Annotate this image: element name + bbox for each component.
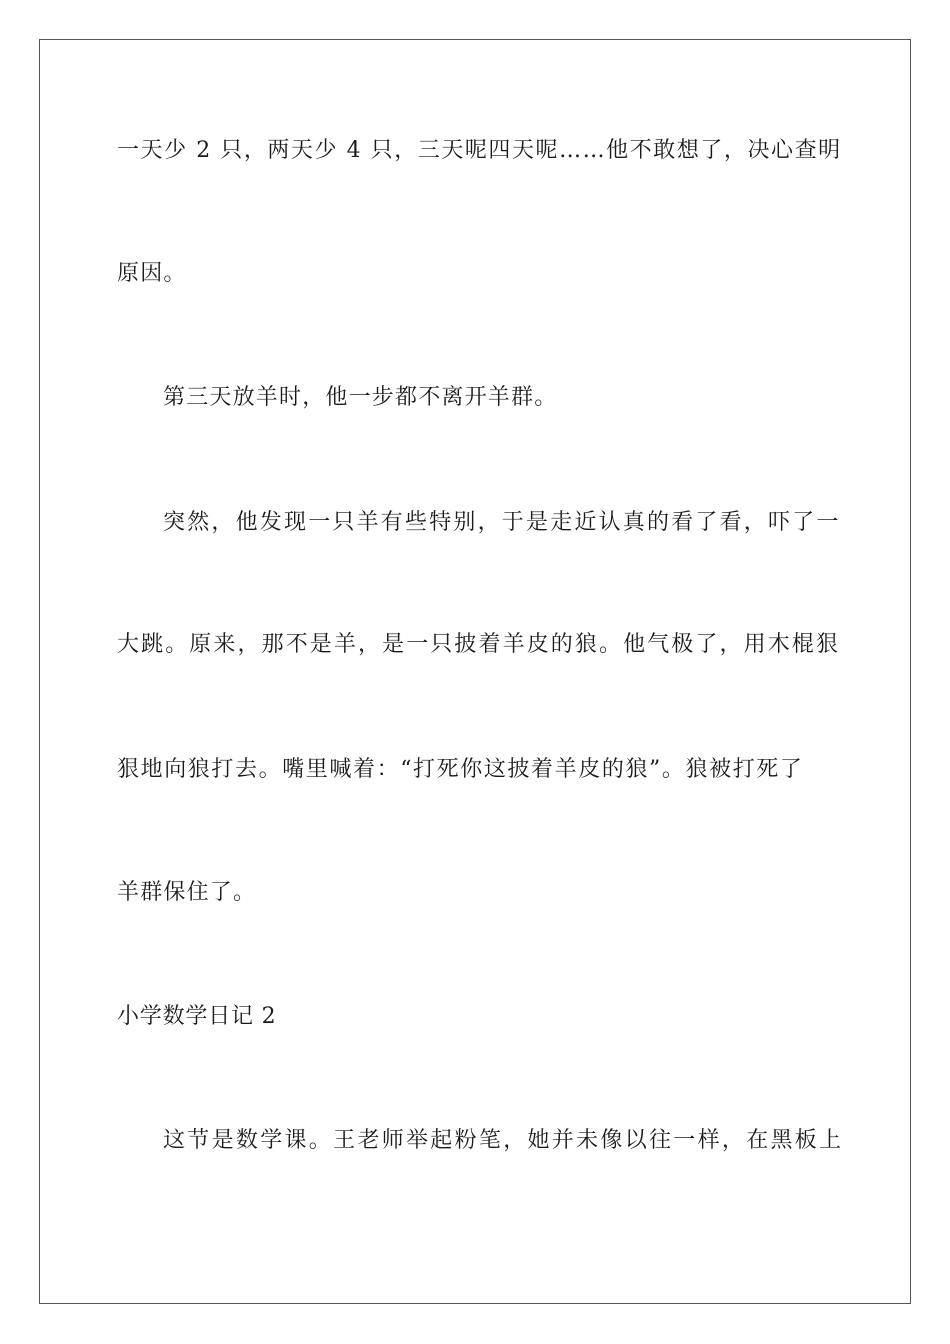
paragraph-line: 这节是数学课。王老师举起粉笔，她并未像以往一样，在黑板上 (163, 1128, 844, 1153)
section-heading: 小学数学日记 2 (117, 1004, 277, 1029)
paragraph-line: 第三天放羊时，他一步都不离开羊群。 (163, 385, 558, 410)
paragraph-line: 狠地向狼打去。嘴里喊着：“打死你这披着羊皮的狼”。狼被打死了 (117, 757, 804, 782)
paragraph-line: 大跳。原来，那不是羊，是一只披着羊皮的狼。他气极了，用木棍狠 (117, 632, 841, 657)
paragraph-line: 原因。 (117, 261, 187, 286)
paragraph-line: 一天少 2 只，两天少 4 只，三天呢四天呢……他不敢想了，决心查明 (117, 138, 842, 163)
paragraph-line: 羊群保住了。 (117, 880, 257, 905)
paragraph-line: 突然，他发现一只羊有些特别，于是走近认真的看了看，吓了一 (163, 510, 841, 535)
page-border (39, 39, 911, 1304)
